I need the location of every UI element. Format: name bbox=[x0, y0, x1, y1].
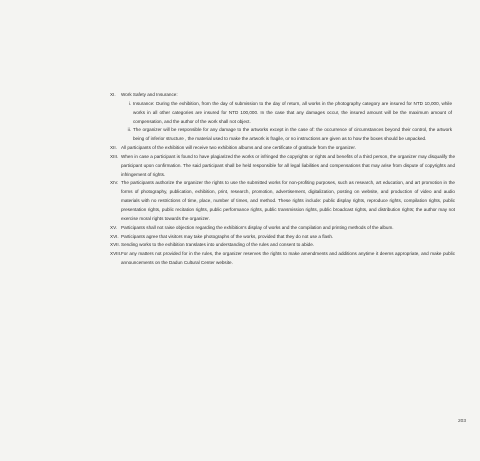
rule-section bbox=[110, 241, 455, 250]
section-body bbox=[121, 241, 455, 250]
section-text: Participants agree that visitors may take photographs of the works, provided that they do not use a flash. bbox=[121, 233, 334, 239]
section-text: Participants shall not raise objection regarding the exhibition's display of works and the compilation and printing methods of the album. bbox=[121, 224, 394, 230]
rule-section bbox=[110, 224, 455, 233]
rule-section bbox=[110, 233, 455, 242]
rules-text-block bbox=[110, 91, 455, 268]
section-body bbox=[121, 144, 455, 153]
sub-item-text: Insurance: During the exhibition, from the day of submission to the day of return, all works in the photography category are insured for NTD 10,000, while works in all other categories are insured for NTD 100,000. In the case that any damages occur, the insured amount will be the maximum amount of compensation, and the author of the work shall not object. bbox=[133, 100, 452, 124]
section-text: Work Safety and Insurance: bbox=[121, 92, 178, 97]
sub-item bbox=[121, 126, 455, 144]
section-number: XII. bbox=[110, 145, 117, 151]
rule-section bbox=[110, 250, 455, 268]
rule-section bbox=[110, 153, 455, 180]
section-number: XVIII. bbox=[110, 251, 122, 257]
section-number: XVI. bbox=[110, 233, 119, 239]
section-body bbox=[121, 91, 455, 144]
section-body bbox=[121, 250, 455, 268]
sub-item-text: The organizer will be responsible for any damage to the artworks except in the case of: the occurrence of circumstances beyond their control, the artwork being of inferior structure , the material used to make the artwork is fragile, or no instructions are given as to how the boxes should be unpacked. bbox=[133, 127, 452, 142]
rule-section bbox=[110, 144, 455, 153]
section-text: For any matters not provided for in the rules, the organizer reserves the rights to make amendments and additions anytime it deems appropriate, and make public announcements on the Dadun Cultural Center website. bbox=[121, 251, 455, 266]
section-body bbox=[121, 233, 455, 242]
section-number: XIV. bbox=[110, 180, 119, 186]
section-body bbox=[121, 179, 455, 223]
section-body bbox=[121, 153, 455, 180]
page-number: 203 bbox=[458, 419, 467, 424]
section-number: XVII. bbox=[110, 242, 120, 248]
section-number: XV. bbox=[110, 224, 117, 230]
rule-section bbox=[110, 91, 455, 144]
sub-item bbox=[121, 100, 455, 127]
rule-section bbox=[110, 179, 455, 223]
section-text: When in case a participant is found to have plagiarized the works or infringed the copyrights or rights and benefits of a third person, the organizer may disqualify the participant upon confirmation. The said participant shall be held responsible for all legal liabilities and compensations that may arise from dispute of copyrights and infringement of rights. bbox=[121, 153, 455, 177]
section-text: Sending works to the exhibition translates into understanding of the rules and consent to abide. bbox=[121, 242, 315, 248]
section-number: XIII. bbox=[110, 153, 119, 159]
section-number: XI. bbox=[110, 92, 116, 97]
section-body bbox=[121, 224, 455, 233]
sub-item-number: i. bbox=[128, 100, 131, 106]
section-text: The participants authorize the organizer the rights to use the submitted works for non-profiting purposes, such as research, art education, and art promotion in the forms of photography, publication, exhibition, print, research, promotion, advertisement, digitalization, posting on website, and production of video and audio materials with no restrictions of time, place, number of times, and method. These rights include: public display rights, reproduce rights, compilation rights, public presentation rights, public recitation rights, public performance rights, public transmission rights, public broadcast rights, and distribution rights; the author may not exercise moral rights towards the organizer. bbox=[121, 180, 455, 221]
sub-item-number: ii. bbox=[127, 127, 131, 133]
section-text: All participants of the exhibition will receive two exhibition albums and one certificate of gratitude from the organizer. bbox=[121, 145, 356, 151]
